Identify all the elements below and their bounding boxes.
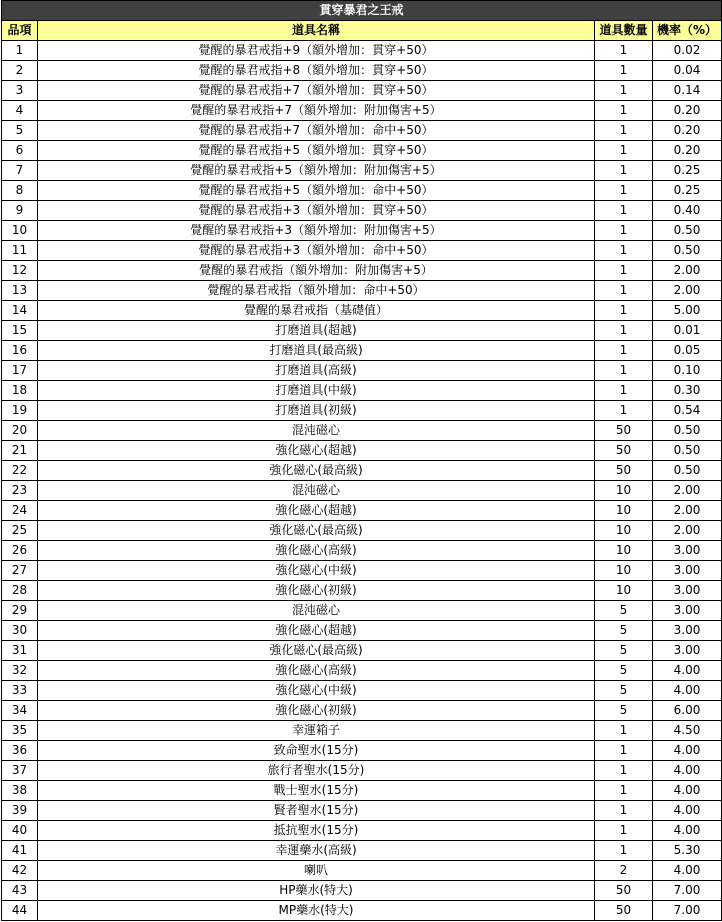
cell-item-quantity: 1 — [595, 181, 653, 201]
table-row — [2, 241, 722, 261]
table-row — [2, 721, 722, 741]
cell-item-quantity: 5 — [595, 661, 653, 681]
table-row — [2, 661, 722, 681]
cell-item-name: 強化磁心(超越) — [38, 501, 595, 521]
cell-item-name: 覺醒的暴君戒指+5（額外增加：貫穿+50） — [38, 141, 595, 161]
cell-item-name: 強化磁心(超越) — [38, 621, 595, 641]
cell-item-no: 28 — [2, 581, 38, 601]
table-row — [2, 101, 722, 121]
cell-item-quantity: 1 — [595, 341, 653, 361]
cell-item-no: 25 — [2, 521, 38, 541]
cell-item-quantity: 1 — [595, 221, 653, 241]
table-row — [2, 161, 722, 181]
cell-probability: 0.04 — [653, 61, 722, 81]
cell-item-name: 覺醒的暴君戒指（額外增加：附加傷害+5） — [38, 261, 595, 281]
cell-item-no: 32 — [2, 661, 38, 681]
cell-item-quantity: 1 — [595, 141, 653, 161]
cell-probability: 7.00 — [653, 901, 722, 921]
cell-item-no: 41 — [2, 841, 38, 861]
cell-item-no: 9 — [2, 201, 38, 221]
cell-item-name: 強化磁心(高級) — [38, 661, 595, 681]
cell-probability: 3.00 — [653, 601, 722, 621]
cell-item-quantity: 1 — [595, 761, 653, 781]
cell-item-no: 15 — [2, 321, 38, 341]
cell-item-quantity: 5 — [595, 701, 653, 721]
table-row — [2, 561, 722, 581]
cell-item-quantity: 5 — [595, 621, 653, 641]
cell-item-no: 33 — [2, 681, 38, 701]
cell-probability: 4.00 — [653, 781, 722, 801]
table-row — [2, 121, 722, 141]
table-row — [2, 761, 722, 781]
cell-item-quantity: 1 — [595, 301, 653, 321]
table-row — [2, 521, 722, 541]
cell-item-no: 29 — [2, 601, 38, 621]
cell-item-name: 覺醒的暴君戒指（基礎值） — [38, 301, 595, 321]
cell-item-quantity: 1 — [595, 801, 653, 821]
cell-item-no: 19 — [2, 401, 38, 421]
cell-item-name: 幸運箱子 — [38, 721, 595, 741]
table-row — [2, 881, 722, 901]
cell-item-no: 5 — [2, 121, 38, 141]
cell-item-quantity: 1 — [595, 201, 653, 221]
table-row — [2, 41, 722, 61]
cell-item-no: 7 — [2, 161, 38, 181]
table-row — [2, 701, 722, 721]
cell-item-no: 16 — [2, 341, 38, 361]
cell-item-name: 強化磁心(中級) — [38, 561, 595, 581]
cell-item-quantity: 10 — [595, 541, 653, 561]
cell-item-quantity: 1 — [595, 401, 653, 421]
cell-probability: 0.50 — [653, 461, 722, 481]
cell-probability: 0.20 — [653, 121, 722, 141]
header-probability: 機率（%） — [653, 21, 722, 41]
cell-item-name: 致命聖水(15分) — [38, 741, 595, 761]
cell-item-no: 14 — [2, 301, 38, 321]
cell-item-no: 11 — [2, 241, 38, 261]
cell-item-no: 35 — [2, 721, 38, 741]
table-row — [2, 81, 722, 101]
cell-item-name: 喇叭 — [38, 861, 595, 881]
cell-item-no: 42 — [2, 861, 38, 881]
cell-item-no: 38 — [2, 781, 38, 801]
cell-item-quantity: 1 — [595, 361, 653, 381]
cell-probability: 0.50 — [653, 421, 722, 441]
cell-item-quantity: 50 — [595, 901, 653, 921]
cell-item-name: 覺醒的暴君戒指+3（額外增加：貫穿+50） — [38, 201, 595, 221]
table-row — [2, 901, 722, 921]
cell-item-no: 36 — [2, 741, 38, 761]
cell-item-quantity: 1 — [595, 821, 653, 841]
cell-item-no: 4 — [2, 101, 38, 121]
cell-item-no: 30 — [2, 621, 38, 641]
cell-probability: 3.00 — [653, 581, 722, 601]
cell-item-quantity: 50 — [595, 881, 653, 901]
cell-item-quantity: 10 — [595, 581, 653, 601]
cell-probability: 7.00 — [653, 881, 722, 901]
cell-item-no: 10 — [2, 221, 38, 241]
cell-item-no: 23 — [2, 481, 38, 501]
table-row — [2, 221, 722, 241]
table-body — [2, 1, 722, 921]
cell-item-name: 強化磁心(中級) — [38, 681, 595, 701]
cell-probability: 0.20 — [653, 141, 722, 161]
table-row — [2, 581, 722, 601]
cell-probability: 0.14 — [653, 81, 722, 101]
cell-item-quantity: 10 — [595, 501, 653, 521]
cell-item-name: 強化磁心(最高級) — [38, 641, 595, 661]
cell-probability: 5.00 — [653, 301, 722, 321]
title-row — [2, 1, 722, 21]
table-row — [2, 281, 722, 301]
cell-item-name: 強化磁心(初級) — [38, 701, 595, 721]
cell-item-quantity: 1 — [595, 721, 653, 741]
table-row — [2, 781, 722, 801]
cell-probability: 4.00 — [653, 741, 722, 761]
cell-item-no: 39 — [2, 801, 38, 821]
table-row — [2, 181, 722, 201]
cell-item-name: 混沌磁心 — [38, 601, 595, 621]
cell-item-quantity: 5 — [595, 681, 653, 701]
cell-item-quantity: 50 — [595, 461, 653, 481]
cell-probability: 0.54 — [653, 401, 722, 421]
table-row — [2, 321, 722, 341]
table-row — [2, 601, 722, 621]
table-row — [2, 301, 722, 321]
cell-probability: 0.01 — [653, 321, 722, 341]
header-item-name: 道具名稱 — [38, 21, 595, 41]
cell-item-no: 27 — [2, 561, 38, 581]
cell-item-quantity: 1 — [595, 261, 653, 281]
table-row — [2, 381, 722, 401]
table-row — [2, 341, 722, 361]
cell-item-name: 抵抗聖水(15分) — [38, 821, 595, 841]
cell-item-name: 覺醒的暴君戒指+5（額外增加：附加傷害+5） — [38, 161, 595, 181]
cell-item-name: 打磨道具(最高級) — [38, 341, 595, 361]
cell-probability: 4.00 — [653, 821, 722, 841]
cell-item-quantity: 1 — [595, 81, 653, 101]
cell-item-no: 2 — [2, 61, 38, 81]
cell-item-name: 幸運藥水(高級) — [38, 841, 595, 861]
cell-item-name: 打磨道具(超越) — [38, 321, 595, 341]
cell-item-name: 強化磁心(初級) — [38, 581, 595, 601]
cell-item-name: 混沌磁心 — [38, 481, 595, 501]
table-row — [2, 461, 722, 481]
cell-probability: 0.02 — [653, 41, 722, 61]
table-row — [2, 261, 722, 281]
cell-item-no: 22 — [2, 461, 38, 481]
cell-probability: 4.00 — [653, 801, 722, 821]
cell-item-no: 17 — [2, 361, 38, 381]
cell-item-quantity: 10 — [595, 481, 653, 501]
cell-item-name: HP藥水(特大) — [38, 881, 595, 901]
cell-item-quantity: 5 — [595, 641, 653, 661]
cell-item-name: 打磨道具(初級) — [38, 401, 595, 421]
cell-item-name: 打磨道具(高級) — [38, 361, 595, 381]
cell-item-name: 混沌磁心 — [38, 421, 595, 441]
cell-item-name: 覺醒的暴君戒指+5（額外增加：命中+50） — [38, 181, 595, 201]
cell-item-no: 12 — [2, 261, 38, 281]
cell-item-no: 37 — [2, 761, 38, 781]
cell-item-name: 覺醒的暴君戒指+3（額外增加：命中+50） — [38, 241, 595, 261]
cell-probability: 3.00 — [653, 561, 722, 581]
cell-probability: 2.00 — [653, 501, 722, 521]
cell-probability: 2.00 — [653, 281, 722, 301]
header-item-quantity: 道具數量 — [595, 21, 653, 41]
table-row — [2, 681, 722, 701]
table-row — [2, 741, 722, 761]
cell-item-name: 覺醒的暴君戒指+3（額外增加：附加傷害+5） — [38, 221, 595, 241]
cell-item-no: 18 — [2, 381, 38, 401]
cell-probability: 3.00 — [653, 641, 722, 661]
cell-probability: 0.05 — [653, 341, 722, 361]
table-row — [2, 841, 722, 861]
cell-item-no: 20 — [2, 421, 38, 441]
cell-item-name: 強化磁心(最高級) — [38, 521, 595, 541]
table-row — [2, 201, 722, 221]
cell-item-name: 強化磁心(最高級) — [38, 461, 595, 481]
cell-probability: 0.20 — [653, 101, 722, 121]
table-row — [2, 821, 722, 841]
cell-item-name: 戰士聖水(15分) — [38, 781, 595, 801]
cell-item-name: 覺醒的暴君戒指+9（額外增加：貫穿+50） — [38, 41, 595, 61]
cell-item-no: 40 — [2, 821, 38, 841]
cell-item-name: 強化磁心(高級) — [38, 541, 595, 561]
cell-probability: 2.00 — [653, 261, 722, 281]
cell-item-quantity: 1 — [595, 121, 653, 141]
cell-item-name: 覺醒的暴君戒指+7（額外增加：命中+50） — [38, 121, 595, 141]
table-row — [2, 61, 722, 81]
cell-item-name: 覺醒的暴君戒指+7（額外增加：附加傷害+5） — [38, 101, 595, 121]
cell-item-quantity: 50 — [595, 441, 653, 461]
cell-probability: 0.30 — [653, 381, 722, 401]
header-item-no: 品項 — [2, 21, 38, 41]
cell-item-quantity: 1 — [595, 741, 653, 761]
table-row — [2, 441, 722, 461]
table-row — [2, 801, 722, 821]
table-row — [2, 861, 722, 881]
table-row — [2, 361, 722, 381]
cell-item-name: 賢者聖水(15分) — [38, 801, 595, 821]
cell-probability: 2.00 — [653, 521, 722, 541]
cell-item-name: 覺醒的暴君戒指（額外增加：命中+50） — [38, 281, 595, 301]
cell-item-quantity: 5 — [595, 601, 653, 621]
cell-item-quantity: 1 — [595, 101, 653, 121]
cell-item-no: 24 — [2, 501, 38, 521]
cell-item-name: 打磨道具(中級) — [38, 381, 595, 401]
cell-probability: 4.50 — [653, 721, 722, 741]
cell-probability: 2.00 — [653, 481, 722, 501]
cell-probability: 4.00 — [653, 661, 722, 681]
cell-probability: 0.50 — [653, 441, 722, 461]
cell-item-no: 1 — [2, 41, 38, 61]
cell-item-no: 34 — [2, 701, 38, 721]
cell-item-no: 26 — [2, 541, 38, 561]
cell-item-quantity: 50 — [595, 421, 653, 441]
cell-item-name: 旅行者聖水(15分) — [38, 761, 595, 781]
cell-item-no: 43 — [2, 881, 38, 901]
cell-item-quantity: 1 — [595, 41, 653, 61]
table-row — [2, 141, 722, 161]
cell-item-name: 強化磁心(超越) — [38, 441, 595, 461]
cell-item-quantity: 1 — [595, 241, 653, 261]
cell-probability: 3.00 — [653, 621, 722, 641]
cell-item-no: 3 — [2, 81, 38, 101]
cell-probability: 0.10 — [653, 361, 722, 381]
cell-item-no: 8 — [2, 181, 38, 201]
cell-item-quantity: 1 — [595, 161, 653, 181]
cell-item-no: 44 — [2, 901, 38, 921]
cell-item-quantity: 10 — [595, 521, 653, 541]
table-row — [2, 641, 722, 661]
cell-probability: 3.00 — [653, 541, 722, 561]
table-title: 貫穿暴君之王戒 — [2, 1, 722, 21]
cell-item-quantity: 1 — [595, 321, 653, 341]
cell-item-quantity: 1 — [595, 61, 653, 81]
cell-item-quantity: 1 — [595, 841, 653, 861]
header-row — [2, 21, 722, 41]
cell-item-name: MP藥水(特大) — [38, 901, 595, 921]
cell-probability: 5.30 — [653, 841, 722, 861]
cell-probability: 4.00 — [653, 681, 722, 701]
cell-item-quantity: 10 — [595, 561, 653, 581]
cell-item-no: 21 — [2, 441, 38, 461]
table-row — [2, 501, 722, 521]
table-row — [2, 481, 722, 501]
cell-item-quantity: 1 — [595, 781, 653, 801]
table-row — [2, 401, 722, 421]
table-row — [2, 621, 722, 641]
table-row — [2, 421, 722, 441]
table-row — [2, 541, 722, 561]
cell-probability: 4.00 — [653, 761, 722, 781]
cell-item-quantity: 1 — [595, 381, 653, 401]
cell-item-quantity: 2 — [595, 861, 653, 881]
drop-rate-table — [1, 0, 722, 921]
cell-probability: 0.25 — [653, 181, 722, 201]
cell-item-no: 31 — [2, 641, 38, 661]
cell-item-no: 6 — [2, 141, 38, 161]
cell-probability: 0.40 — [653, 201, 722, 221]
cell-probability: 0.50 — [653, 241, 722, 261]
cell-probability: 0.25 — [653, 161, 722, 181]
cell-item-quantity: 1 — [595, 281, 653, 301]
cell-item-no: 13 — [2, 281, 38, 301]
cell-probability: 6.00 — [653, 701, 722, 721]
cell-probability: 0.50 — [653, 221, 722, 241]
cell-item-name: 覺醒的暴君戒指+8（額外增加：貫穿+50） — [38, 61, 595, 81]
cell-probability: 4.00 — [653, 861, 722, 881]
cell-item-name: 覺醒的暴君戒指+7（額外增加：貫穿+50） — [38, 81, 595, 101]
